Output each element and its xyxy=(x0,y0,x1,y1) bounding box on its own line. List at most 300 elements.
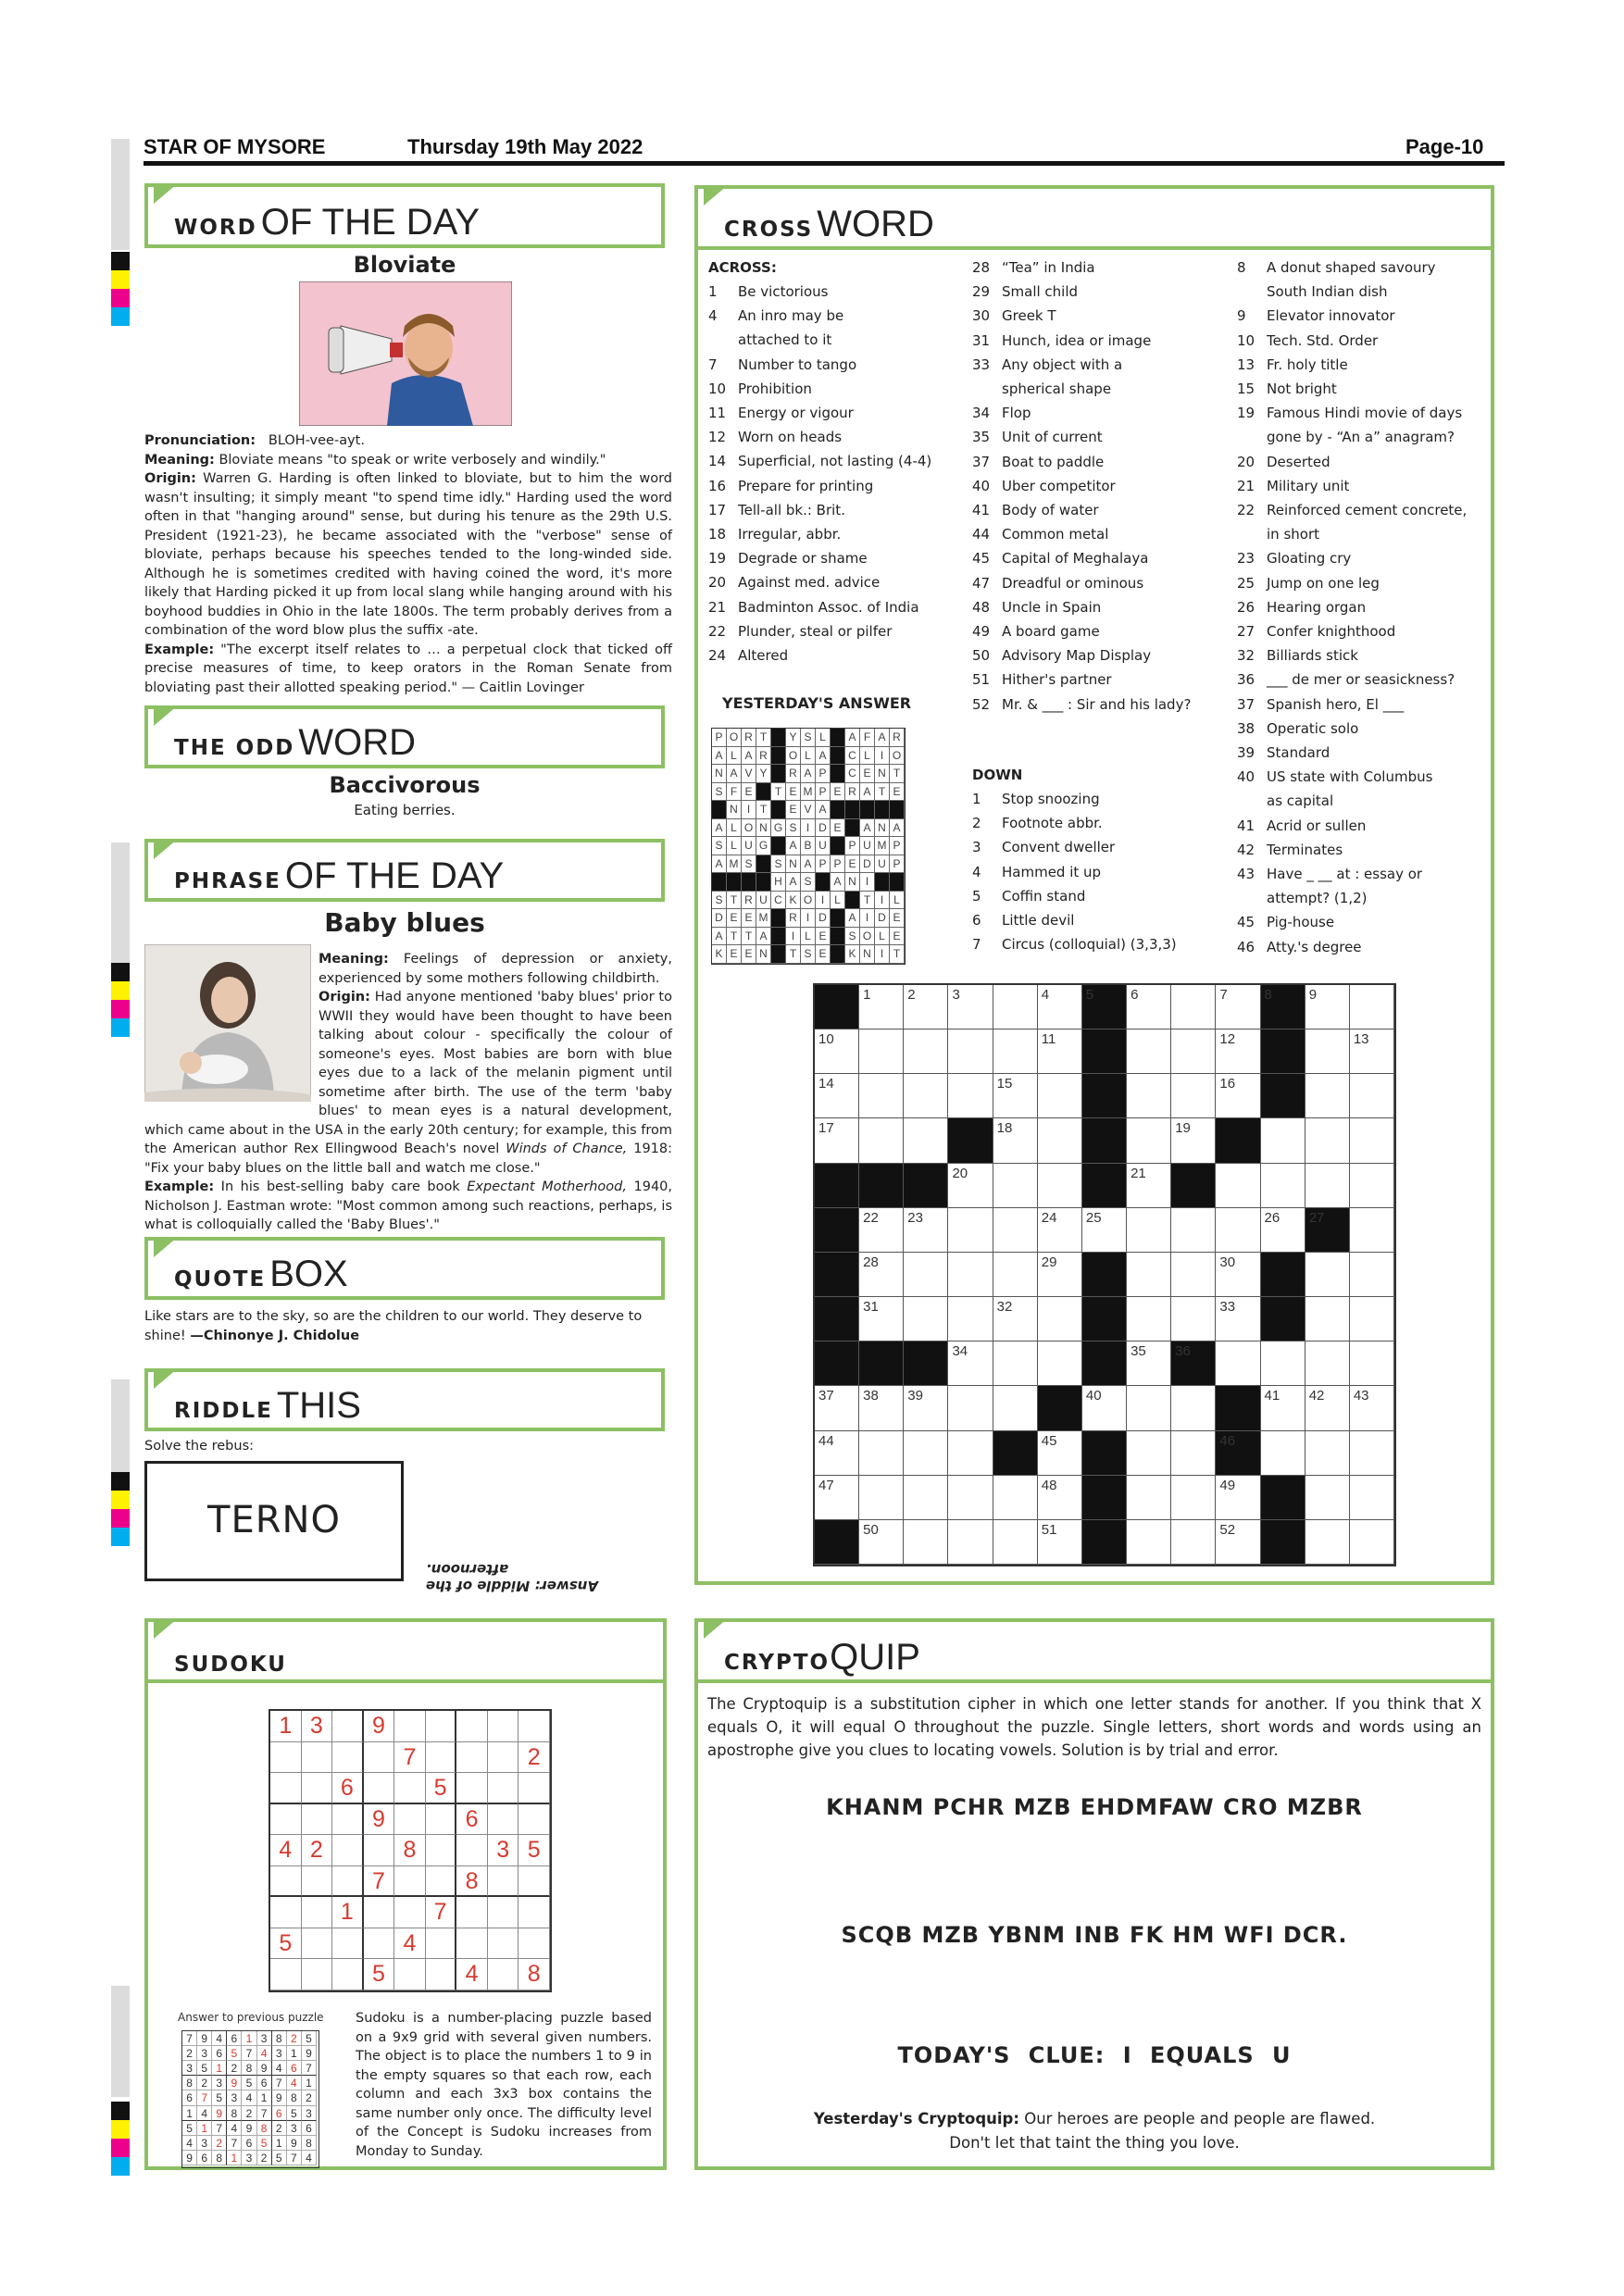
clue-row: 34 Flop xyxy=(972,405,1031,422)
answer-cell: L xyxy=(801,747,816,766)
crossword-cell[interactable]: 29 xyxy=(1038,1253,1082,1297)
crossword-cell[interactable]: 38 xyxy=(859,1386,904,1430)
crossword-block xyxy=(1038,1386,1082,1430)
sudoku-cell: 5 xyxy=(426,1773,457,1804)
answer-cell: R xyxy=(742,892,756,910)
crossword-cell[interactable] xyxy=(1350,1074,1394,1118)
answer-cell: T xyxy=(890,945,905,964)
sudoku-cell[interactable] xyxy=(364,1773,395,1804)
crossword-cell[interactable] xyxy=(904,1029,948,1074)
sudoku-cell: 9 xyxy=(364,1804,395,1836)
answer-cell: A xyxy=(786,873,801,892)
sudoku-cell[interactable] xyxy=(332,1835,364,1866)
header-rule xyxy=(144,161,1505,166)
sudoku-answer-cell: 4 xyxy=(272,2061,287,2076)
crossword-cell[interactable]: 52 xyxy=(1216,1520,1260,1565)
crossword-cell[interactable] xyxy=(1038,1074,1082,1118)
crossword-cell[interactable]: 23 xyxy=(904,1208,948,1253)
sudoku-cell: 1 xyxy=(332,1897,364,1928)
crossword-cell[interactable] xyxy=(948,1297,993,1341)
crossword-cell[interactable] xyxy=(948,1253,993,1297)
crossword-cell[interactable]: 51 xyxy=(1038,1520,1082,1565)
answer-cell: A xyxy=(712,928,727,946)
answer-cell: T xyxy=(890,765,905,783)
sudoku-cell[interactable] xyxy=(456,1897,488,1928)
sudoku-cell[interactable] xyxy=(518,1866,550,1898)
clue-row: 44 Common metal xyxy=(972,526,1109,543)
crossword-cell[interactable] xyxy=(1350,1253,1394,1297)
crossword-cell[interactable]: 4 xyxy=(1038,985,1082,1029)
sudoku-cell[interactable] xyxy=(332,1742,364,1774)
crossword-cell[interactable]: 43 xyxy=(1350,1386,1394,1430)
crossword-cell[interactable] xyxy=(1171,1297,1216,1341)
answer-cell: L xyxy=(727,819,742,838)
crossword-cell[interactable] xyxy=(1038,1341,1082,1386)
answer-cell xyxy=(756,783,771,802)
clue-row: in short xyxy=(1267,526,1319,543)
crossword-cell[interactable] xyxy=(993,1029,1038,1074)
crossword-cell[interactable] xyxy=(1305,1029,1350,1074)
sudoku-cell[interactable] xyxy=(302,1959,333,1990)
answer-cell: C xyxy=(771,892,786,910)
crossword-cell[interactable] xyxy=(948,1386,993,1430)
answer-cell: E xyxy=(831,819,845,838)
clue-row: 27 Confer knighthood xyxy=(1237,623,1396,640)
crossword-cell[interactable] xyxy=(1261,1341,1305,1386)
sudoku-cell[interactable] xyxy=(394,1866,426,1898)
crossword-cell[interactable] xyxy=(1305,1164,1350,1208)
crossword-title: CROSS WORD xyxy=(694,185,1494,250)
crossword-cell[interactable] xyxy=(1305,1118,1350,1163)
crossword-cell[interactable]: 41 xyxy=(1261,1386,1305,1430)
sudoku-cell[interactable] xyxy=(426,1866,457,1898)
crossword-grid xyxy=(813,983,1396,1566)
riddle-title: RIDDLE THIS xyxy=(144,1368,665,1431)
crossword-cell[interactable] xyxy=(948,1029,993,1074)
sudoku-answer-cell: 2 xyxy=(242,2106,256,2121)
riddle-answer: Answer: Middle of the afternoon. xyxy=(426,1561,599,1594)
crossword-cell[interactable]: 12 xyxy=(1216,1029,1260,1074)
crossword-cell[interactable] xyxy=(1127,1520,1171,1565)
answer-cell xyxy=(771,945,786,964)
sudoku-cell[interactable] xyxy=(364,1928,395,1960)
sudoku-cell[interactable] xyxy=(270,1742,302,1774)
crossword-cell[interactable]: 16 xyxy=(1216,1074,1260,1118)
answer-cell: T xyxy=(860,892,875,910)
crossword-cell[interactable] xyxy=(948,1208,993,1253)
crossword-cell[interactable]: 30 xyxy=(1216,1253,1260,1297)
clue-row: 46 Atty.'s degree xyxy=(1237,938,1362,955)
answer-cell: P xyxy=(712,729,727,747)
across-label: ACROSS: xyxy=(708,259,777,276)
crossword-cell[interactable]: 15 xyxy=(993,1074,1038,1118)
answer-cell: L xyxy=(890,892,905,910)
crossword-cell[interactable] xyxy=(1261,1118,1305,1163)
clue-row: as capital xyxy=(1267,792,1334,810)
crossword-cell[interactable] xyxy=(904,1297,948,1341)
crossword-cell[interactable]: 20 xyxy=(948,1164,993,1208)
crossword-block xyxy=(859,1164,904,1208)
sudoku-cell[interactable] xyxy=(302,1804,333,1836)
clue-row: 28 “Tea” in India xyxy=(972,259,1095,276)
crossword-cell[interactable]: 2 xyxy=(904,985,948,1029)
answer-cell xyxy=(742,873,756,892)
crossword-cell[interactable] xyxy=(859,1029,904,1074)
crossword-cell[interactable]: 11 xyxy=(1038,1029,1082,1074)
crossword-cell[interactable] xyxy=(904,1074,948,1118)
answer-cell: S xyxy=(771,855,786,874)
sudoku-answer-cell: 9 xyxy=(197,2031,212,2046)
crossword-cell[interactable] xyxy=(1171,1208,1216,1253)
crossword-cell[interactable] xyxy=(1171,1520,1216,1565)
sudoku-cell[interactable] xyxy=(518,1773,550,1804)
sudoku-cell[interactable] xyxy=(270,1897,302,1928)
crossword-cell[interactable] xyxy=(1127,1253,1171,1297)
sudoku-cell[interactable] xyxy=(302,1866,333,1898)
crossword-cell[interactable] xyxy=(993,985,1038,1029)
crossword-cell[interactable]: 44 xyxy=(815,1431,859,1476)
crossword-cell[interactable] xyxy=(948,1476,993,1520)
crossword-cell[interactable] xyxy=(948,1431,993,1476)
crossword-cell[interactable] xyxy=(1127,1297,1171,1341)
sudoku-answer-cell: 7 xyxy=(272,2076,287,2090)
crossword-cell[interactable] xyxy=(904,1476,948,1520)
crossword-cell[interactable]: 22 xyxy=(859,1208,904,1253)
crossword-cell[interactable] xyxy=(1216,1208,1260,1253)
odd-word-meaning: Eating berries. xyxy=(354,802,456,818)
sudoku-cell[interactable] xyxy=(488,1711,519,1742)
sudoku-cell[interactable] xyxy=(394,1711,426,1742)
crossword-cell[interactable] xyxy=(1305,1297,1350,1341)
sudoku-cell[interactable] xyxy=(302,1897,333,1928)
clue-row: 15 Not bright xyxy=(1237,381,1337,397)
crossword-cell[interactable]: 6 xyxy=(1127,985,1171,1029)
crossword-cell[interactable] xyxy=(948,1074,993,1118)
answer-cell xyxy=(831,928,845,946)
black-swatch xyxy=(111,1472,130,1491)
sudoku-cell[interactable] xyxy=(394,1773,426,1804)
sudoku-cell[interactable] xyxy=(426,1928,457,1960)
crossword-cell[interactable]: 40 xyxy=(1082,1386,1127,1430)
answer-cell: A xyxy=(845,729,860,747)
crossword-cell[interactable] xyxy=(1127,1431,1171,1476)
clue-row: 10 Prohibition xyxy=(708,380,812,397)
crossword-cell[interactable] xyxy=(1127,1074,1171,1118)
answer-cell: E xyxy=(845,855,860,874)
sudoku-cell[interactable] xyxy=(394,1959,426,1990)
crossword-cell[interactable] xyxy=(904,1520,948,1565)
sudoku-answer-cell: 2 xyxy=(182,2046,197,2061)
answer-cell xyxy=(860,801,875,819)
answer-cell: S xyxy=(712,837,727,855)
crossword-cell[interactable]: 32 xyxy=(993,1297,1038,1341)
crossword-cell[interactable] xyxy=(993,1476,1038,1520)
crossword-cell[interactable]: 50 xyxy=(859,1520,904,1565)
sudoku-cell[interactable] xyxy=(364,1897,395,1928)
clue-row: 31 Hunch, idea or image xyxy=(972,331,1152,349)
crossword-cell[interactable] xyxy=(1216,1341,1260,1386)
crossword-cell[interactable]: 48 xyxy=(1038,1476,1082,1520)
crossword-cell[interactable]: 34 xyxy=(948,1341,993,1386)
sudoku-cell[interactable] xyxy=(518,1711,550,1742)
crossword-cell[interactable]: 18 xyxy=(993,1118,1038,1163)
crossword-cell[interactable]: 33 xyxy=(1216,1297,1260,1341)
crossword-cell[interactable]: 9 xyxy=(1305,985,1350,1029)
sudoku-cell[interactable] xyxy=(302,1928,333,1960)
crossword-cell[interactable] xyxy=(904,1253,948,1297)
answer-cell: E xyxy=(727,909,742,928)
crossword-cell[interactable]: 28 xyxy=(859,1253,904,1297)
crossword-cell[interactable] xyxy=(1127,1476,1171,1520)
crossword-cell[interactable] xyxy=(1350,1341,1394,1386)
crossword-cell[interactable] xyxy=(904,1431,948,1476)
crossword-cell[interactable] xyxy=(1350,1118,1394,1163)
crossword-cell[interactable] xyxy=(1127,1118,1171,1163)
crossword-cell[interactable] xyxy=(1261,1164,1305,1208)
crossword-cell[interactable] xyxy=(1038,1297,1082,1341)
answer-cell: U xyxy=(816,837,831,855)
answer-cell: A xyxy=(727,765,742,783)
sudoku-answer-cell: 8 xyxy=(242,2061,256,2076)
answer-cell: U xyxy=(742,837,756,855)
sudoku-cell[interactable] xyxy=(364,1835,395,1866)
sudoku-cell[interactable] xyxy=(456,1711,488,1742)
clue-row: 16 Prepare for printing xyxy=(708,477,874,494)
crossword-cell[interactable]: 24 xyxy=(1038,1208,1082,1253)
crossword-cell[interactable] xyxy=(1216,1164,1260,1208)
magenta-swatch xyxy=(111,2139,130,2157)
crossword-cell[interactable] xyxy=(993,1386,1038,1430)
down-label: DOWN xyxy=(972,767,1023,783)
sudoku-cell[interactable] xyxy=(426,1835,457,1866)
crossword-cell[interactable] xyxy=(993,1164,1038,1208)
sudoku-answer-cell: 6 xyxy=(242,2136,256,2151)
answer-cell: I xyxy=(786,928,801,946)
sudoku-cell[interactable] xyxy=(488,1928,519,1960)
sudoku-cell[interactable] xyxy=(518,1897,550,1928)
sudoku-cell[interactable] xyxy=(332,1711,364,1742)
crossword-block xyxy=(815,1253,859,1297)
crossword-cell[interactable]: 14 xyxy=(815,1074,859,1118)
sudoku-cell[interactable] xyxy=(332,1866,364,1898)
sudoku-cell[interactable] xyxy=(488,1897,519,1928)
sudoku-answer-cell: 1 xyxy=(227,2151,242,2165)
clue-row: 19 Degrade or shame xyxy=(708,550,868,568)
crossword-cell[interactable]: 25 xyxy=(1082,1208,1127,1253)
crossword-cell[interactable]: 21 xyxy=(1127,1164,1171,1208)
crossword-block: 46 xyxy=(1216,1431,1260,1476)
sudoku-cell[interactable] xyxy=(488,1773,519,1804)
clue-row: 24 Altered xyxy=(708,647,789,664)
rebus-text: TERNO xyxy=(207,1499,341,1541)
crossword-cell[interactable] xyxy=(1350,1297,1394,1341)
sudoku-cell[interactable] xyxy=(518,1804,550,1836)
clue-row: 9 Elevator innovator xyxy=(1237,307,1395,325)
crossword-block xyxy=(1082,1164,1127,1208)
answer-cell: A xyxy=(860,819,875,838)
sudoku-answer-cell: 2 xyxy=(302,2090,317,2105)
clue-row: 21 Badminton Assoc. of India xyxy=(708,598,919,616)
answer-cell: A xyxy=(845,909,860,928)
sudoku-cell[interactable] xyxy=(456,1835,488,1866)
crossword-cell[interactable]: 47 xyxy=(815,1476,859,1520)
crossword-cell[interactable] xyxy=(1350,1431,1394,1476)
sudoku-cell[interactable] xyxy=(332,1804,364,1836)
sudoku-cell: 4 xyxy=(270,1835,302,1866)
crossword-block xyxy=(948,1118,993,1163)
sudoku-answer-cell: 7 xyxy=(287,2151,302,2165)
answer-cell: I xyxy=(860,873,875,892)
sudoku-cell[interactable] xyxy=(394,1804,426,1836)
crossword-cell[interactable] xyxy=(1171,1253,1216,1297)
crossword-cell[interactable]: 13 xyxy=(1350,1029,1394,1074)
answer-cell: T xyxy=(727,892,742,910)
crossword-cell[interactable] xyxy=(1038,1164,1082,1208)
answer-cell xyxy=(771,747,786,766)
sudoku-cell[interactable] xyxy=(456,1742,488,1774)
crossword-cell[interactable] xyxy=(1038,1118,1082,1163)
crossword-cell[interactable] xyxy=(993,1341,1038,1386)
crossword-cell[interactable] xyxy=(1127,1029,1171,1074)
crossword-cell[interactable]: 31 xyxy=(859,1297,904,1341)
sudoku-cell[interactable] xyxy=(332,1959,364,1990)
answer-cell: K xyxy=(786,892,801,910)
answer-cell xyxy=(771,837,786,855)
answer-cell: Y xyxy=(756,765,771,783)
crossword-cell[interactable] xyxy=(1305,1341,1350,1386)
answer-cell: T xyxy=(771,783,786,802)
crossword-cell[interactable] xyxy=(993,1520,1038,1565)
sudoku-cell[interactable] xyxy=(302,1742,333,1774)
crossword-cell[interactable]: 42 xyxy=(1305,1386,1350,1430)
crossword-cell[interactable] xyxy=(1350,1520,1394,1565)
sudoku-cell[interactable] xyxy=(270,1959,302,1990)
crossword-cell[interactable] xyxy=(1350,985,1394,1029)
clue-row: 41 Body of water xyxy=(972,502,1099,518)
crossword-cell[interactable] xyxy=(859,1118,904,1163)
sudoku-cell[interactable] xyxy=(426,1804,457,1836)
answer-cell: L xyxy=(831,892,845,910)
sudoku-cell[interactable] xyxy=(488,1742,519,1774)
crossword-cell[interactable] xyxy=(1127,1208,1171,1253)
sudoku-cell[interactable] xyxy=(364,1742,395,1774)
sudoku-answer-cell: 3 xyxy=(257,2031,272,2046)
answer-cell: E xyxy=(831,783,845,802)
crossword-cell[interactable] xyxy=(1350,1208,1394,1253)
clue-row: 7 Circus (colloquial) (3,3,3) xyxy=(972,936,1177,954)
crossword-block xyxy=(815,985,859,1029)
sudoku-answer-cell: 8 xyxy=(182,2076,197,2090)
crossword-cell[interactable] xyxy=(1261,1431,1305,1476)
crossword-cell[interactable]: 37 xyxy=(815,1386,859,1430)
sudoku-cell[interactable] xyxy=(456,1773,488,1804)
crossword-cell[interactable] xyxy=(1171,985,1216,1029)
clue-row: 17 Tell-all bk.: Brit. xyxy=(708,501,845,518)
crossword-cell[interactable] xyxy=(948,1520,993,1565)
answer-cell: A xyxy=(890,819,905,838)
crossword-cell[interactable]: 10 xyxy=(815,1029,859,1074)
answer-cell: M xyxy=(801,783,816,802)
sudoku-cell[interactable] xyxy=(270,1866,302,1898)
sudoku-cell[interactable] xyxy=(426,1711,457,1742)
crossword-cell[interactable] xyxy=(1350,1164,1394,1208)
crossword-cell[interactable]: 1 xyxy=(859,985,904,1029)
crossword-cell[interactable]: 19 xyxy=(1171,1118,1216,1163)
sudoku-cell[interactable] xyxy=(302,1773,333,1804)
answer-cell: L xyxy=(727,747,742,766)
crossword-cell[interactable] xyxy=(993,1208,1038,1253)
crossword-cell[interactable] xyxy=(1171,1386,1216,1430)
sudoku-cell[interactable] xyxy=(394,1897,426,1928)
crossword-cell[interactable]: 35 xyxy=(1127,1341,1171,1386)
clue-row: 4 Hammed it up xyxy=(972,863,1102,880)
crossword-cell[interactable]: 26 xyxy=(1261,1208,1305,1253)
crossword-cell[interactable] xyxy=(904,1118,948,1163)
crossword-cell[interactable] xyxy=(859,1476,904,1520)
yellow-swatch xyxy=(111,1491,130,1509)
answer-cell xyxy=(845,801,860,819)
crossword-cell[interactable] xyxy=(1305,1476,1350,1520)
crossword-cell[interactable] xyxy=(1305,1520,1350,1565)
sudoku-cell[interactable] xyxy=(456,1928,488,1960)
sudoku-answer-cell: 3 xyxy=(272,2046,287,2061)
sudoku-answer-cell: 5 xyxy=(242,2076,256,2090)
answer-cell xyxy=(831,765,845,783)
clue-row: 21 Military unit xyxy=(1237,477,1350,494)
crossword-cell[interactable]: 7 xyxy=(1216,985,1260,1029)
crossword-cell[interactable]: 49 xyxy=(1216,1476,1260,1520)
sudoku-cell[interactable] xyxy=(488,1804,519,1836)
crossword-cell[interactable] xyxy=(1171,1074,1216,1118)
answer-cell: E xyxy=(727,945,742,964)
sudoku-cell: 7 xyxy=(394,1742,426,1774)
crossword-cell[interactable] xyxy=(1305,1074,1350,1118)
crossword-cell[interactable] xyxy=(859,1431,904,1476)
sudoku-cell[interactable] xyxy=(426,1959,457,1990)
sudoku-cell[interactable] xyxy=(488,1959,519,1990)
crossword-cell[interactable]: 3 xyxy=(948,985,993,1029)
sudoku-cell[interactable] xyxy=(270,1804,302,1836)
crossword-block: 8 xyxy=(1261,985,1305,1029)
sudoku-cell[interactable] xyxy=(488,1866,519,1898)
crossword-cell[interactable] xyxy=(1171,1029,1216,1074)
crossword-cell[interactable] xyxy=(1305,1431,1350,1476)
crossword-cell[interactable] xyxy=(1171,1476,1216,1520)
sudoku-cell[interactable] xyxy=(270,1773,302,1804)
crossword-block xyxy=(993,1431,1038,1476)
phrase: Baby blues xyxy=(324,907,485,938)
crossword-cell[interactable]: 39 xyxy=(904,1386,948,1430)
clue-row: 50 Advisory Map Display xyxy=(972,647,1152,665)
crossword-cell[interactable] xyxy=(859,1074,904,1118)
answer-cell: E xyxy=(890,783,905,802)
clue-row: 3 Convent dweller xyxy=(972,839,1116,856)
clue-row: 20 Against med. advice xyxy=(708,574,881,592)
answer-cell: P xyxy=(890,855,905,874)
crossword-cell[interactable]: 17 xyxy=(815,1118,859,1163)
crossword-cell[interactable] xyxy=(1127,1386,1171,1430)
crossword-cell[interactable] xyxy=(1305,1253,1350,1297)
crossword-cell[interactable]: 45 xyxy=(1038,1431,1082,1476)
sudoku-cell[interactable] xyxy=(426,1742,457,1774)
answer-cell: H xyxy=(771,873,786,892)
crossword-cell[interactable] xyxy=(993,1253,1038,1297)
sudoku-cell[interactable] xyxy=(518,1928,550,1960)
crossword-cell[interactable] xyxy=(1350,1476,1394,1520)
sudoku-answer-cell: 1 xyxy=(242,2031,256,2046)
crossword-cell[interactable] xyxy=(1171,1431,1216,1476)
sudoku-cell[interactable] xyxy=(332,1928,364,1960)
